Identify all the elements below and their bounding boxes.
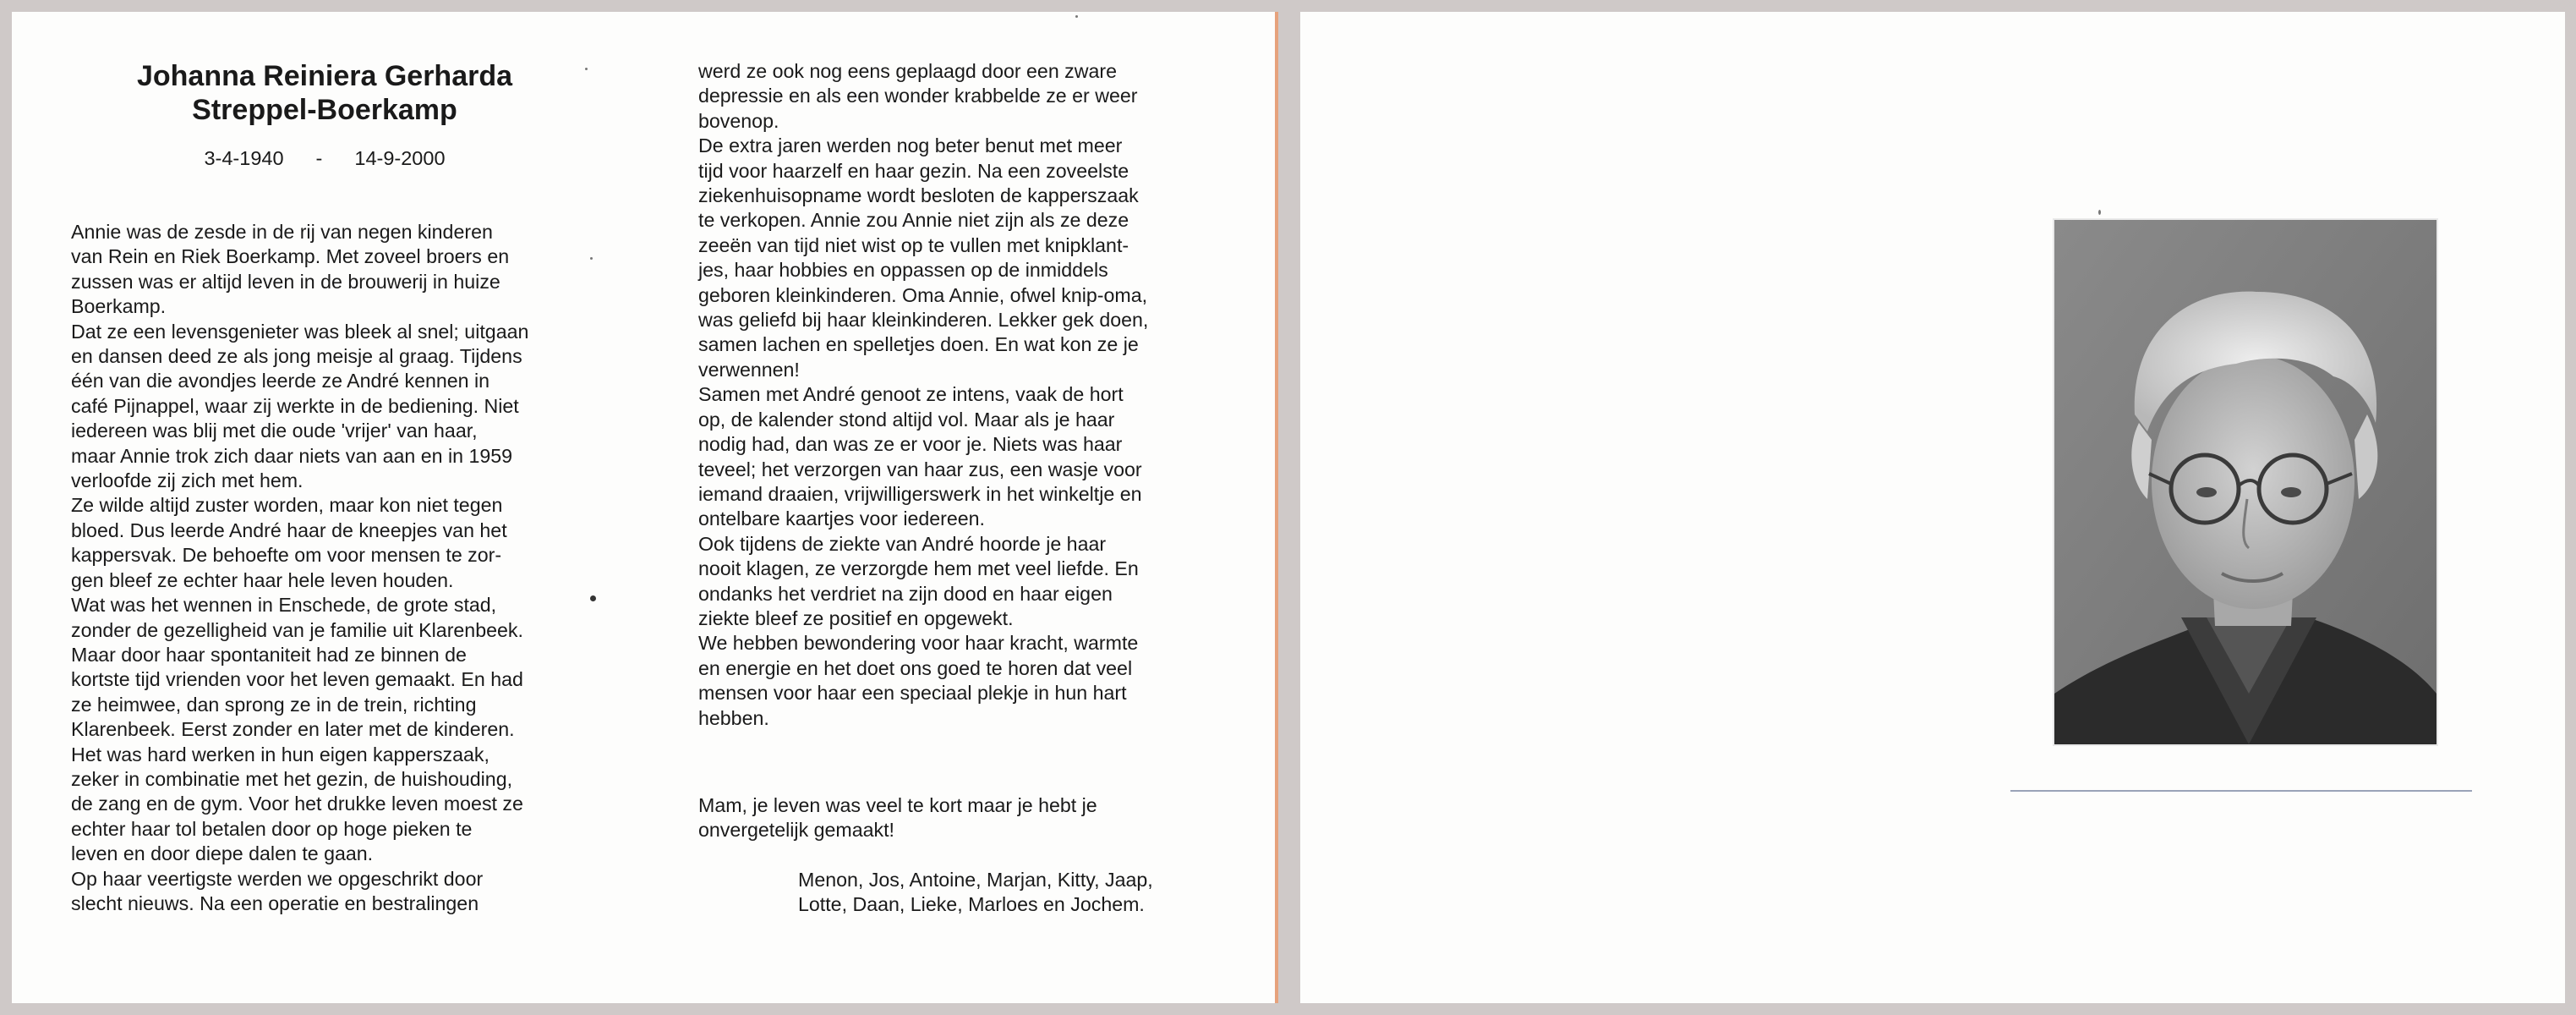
signers-line-2: Lotte, Daan, Lieke, Marloes en Jochem. (798, 893, 1145, 916)
paper-speck (1075, 15, 1078, 18)
biography-line: mensen voor haar een speciaal plekje in hun hart (698, 682, 1127, 705)
biography-line: ziekenhuisopname wordt besloten de kapperszaak (698, 184, 1139, 207)
name-line-2: Streppel-Boerkamp (192, 94, 457, 126)
date-separator: - (315, 147, 323, 169)
biography-line: nodig had, dan was ze er voor je. Niets was haar (698, 433, 1123, 456)
biography-line: de zang en de gym. Voor het drukke leven moest ze (71, 793, 523, 815)
biography-line: De extra jaren werden nog beter benut met meer (698, 134, 1123, 157)
biography-line: op, de kalender stond altijd vol. Maar als je haar (698, 408, 1115, 431)
biography-line: geboren kleinkinderen. Oma Annie, ofwel knip-oma, (698, 283, 1148, 306)
biography-line: één van die avondjes leerde ze André kennen in (71, 370, 490, 392)
biography-line: leven en door diepe dalen te gaan. (71, 842, 374, 865)
portrait-photo (2053, 218, 2438, 746)
biography-line: gen bleef ze echter haar hele leven houden. (71, 568, 454, 591)
name-line-1: Johanna Reiniera Gerharda (136, 60, 513, 92)
biography-line: zeeën van tijd niet wist op te vullen met knipklant- (698, 233, 1129, 256)
biography-line: Ze wilde altijd zuster worden, maar kon niet tegen (71, 494, 503, 517)
signers (798, 868, 1238, 918)
biography-line: Ook tijdens de ziekte van André hoorde je haar (698, 532, 1107, 555)
death-date: 14-9-2000 (354, 147, 446, 169)
paper-speck (2098, 210, 2101, 215)
biography-line: te verkopen. Annie zou Annie niet zijn als ze deze (698, 209, 1129, 232)
biography-line: ondanks het verdriet na zijn dood en haar eigen (698, 582, 1113, 605)
biography-line: verloofde zij zich met hem. (71, 469, 304, 492)
biography-line: bovenop. (698, 109, 779, 132)
biography-line: zonder de gezelligheid van je familie uit Klarenbeek. (71, 618, 523, 641)
biography-line: hebben. (698, 706, 769, 729)
biography-line: en energie en het doet ons goed te horen dat veel (698, 656, 1133, 679)
biography-line: zeker in combinatie met het gezin, de huishouding, (71, 767, 513, 790)
biography-line: echter haar tol betalen door op hoge pieken te (71, 817, 473, 840)
biography-line: We hebben bewondering voor haar kracht, warmte (698, 632, 1139, 655)
biography-line: Annie was de zesde in de rij van negen kinderen (71, 221, 493, 243)
biography-line: Boerkamp. (71, 295, 167, 318)
closing-line-1: Mam, je leven was veel te kort maar je hebt je (698, 794, 1097, 816)
biography-line: kortste tijd vrienden voor het leven gemaakt. En had (71, 668, 523, 691)
biography-line: Wat was het wennen in Enschede, de grote stad, (71, 594, 497, 617)
biography-line: jes, haar hobbies en oppassen op de inmiddels (698, 259, 1108, 282)
biography-line: Het was hard werken in hun eigen kapperszaak, (71, 743, 489, 765)
deceased-name (63, 59, 587, 127)
left-page (12, 12, 1278, 1003)
portrait-image (2054, 220, 2437, 744)
paper-speck (590, 595, 596, 601)
biography-line: Dat ze een levensgenieter was bleek al snel; uitgaan (71, 320, 529, 343)
biography-line: ziekte bleef ze positief en opgewekt. (698, 606, 1014, 629)
biography-line: iedereen was blij met die oude 'vrijer' van haar, (71, 420, 478, 442)
paper-speck (585, 68, 588, 70)
closing-line-2: onvergetelijk gemaakt! (698, 819, 894, 842)
signers-line-1: Menon, Jos, Antoine, Marjan, Kitty, Jaap, (798, 869, 1153, 891)
biography-line: ontelbare kaartjes voor iedereen. (698, 508, 986, 530)
biography-line: slecht nieuws. Na een operatie en bestralingen (71, 892, 479, 914)
biography-line: werd ze ook nog eens geplaagd door een zware (698, 60, 1118, 82)
biography-line: was geliefd bij haar kleinkinderen. Lekker gek doen, (698, 309, 1149, 332)
paper-speck (590, 257, 593, 260)
biography-line: en dansen deed ze als jong meisje al graag. Tijdens (71, 345, 522, 368)
biography-column-1 (71, 220, 565, 916)
biography-line: Maar door haar spontaniteit had ze binnen de (71, 643, 467, 666)
biography-line: depressie en als een wonder krabbelde ze er weer (698, 85, 1138, 107)
biography-line: kappersvak. De behoefte om voor mensen te zor- (71, 544, 502, 567)
biography-line: Klarenbeek. Eerst zonder en later met de kinderen. (71, 718, 515, 741)
photo-underline (2010, 790, 2472, 792)
biography-column-2 (698, 59, 1192, 731)
biography-line: teveel; het verzorgen van haar zus, een wasje voor (698, 458, 1142, 480)
biography-line: nooit klagen, ze verzorgde hem met veel liefde. En (698, 557, 1139, 580)
page-gutter (1278, 0, 1300, 1015)
biography-line: zussen was er altijd leven in de brouwerij in huize (71, 270, 500, 293)
biography-line: café Pijnappel, waar zij werkte in de bediening. Niet (71, 394, 519, 417)
biography-line: samen lachen en spelletjes doen. En wat kon ze je (698, 333, 1139, 356)
biography-line: van Rein en Riek Boerkamp. Met zoveel broers en (71, 245, 510, 268)
biography-line: maar Annie trok zich daar niets van aan en in 1959 (71, 444, 513, 467)
biography-line: tijd voor haarzelf en haar gezin. Na een zoveelste (698, 159, 1129, 182)
biography-line: bloed. Dus leerde André haar de kneepjes van het (71, 518, 507, 541)
biography-line: verwennen! (698, 358, 800, 381)
birth-date: 3-4-1940 (204, 147, 284, 169)
life-dates (63, 147, 587, 170)
biography-line: ze heimwee, dan sprong ze in de trein, richting (71, 693, 477, 716)
biography-line: Op haar veertigste werden we opgeschrikt door (71, 867, 484, 890)
closing-message (698, 793, 1206, 843)
biography-line: Samen met André genoot ze intens, vaak de hort (698, 383, 1124, 406)
biography-line: iemand draaien, vrijwilligerswerk in het winkeltje en (698, 482, 1142, 505)
